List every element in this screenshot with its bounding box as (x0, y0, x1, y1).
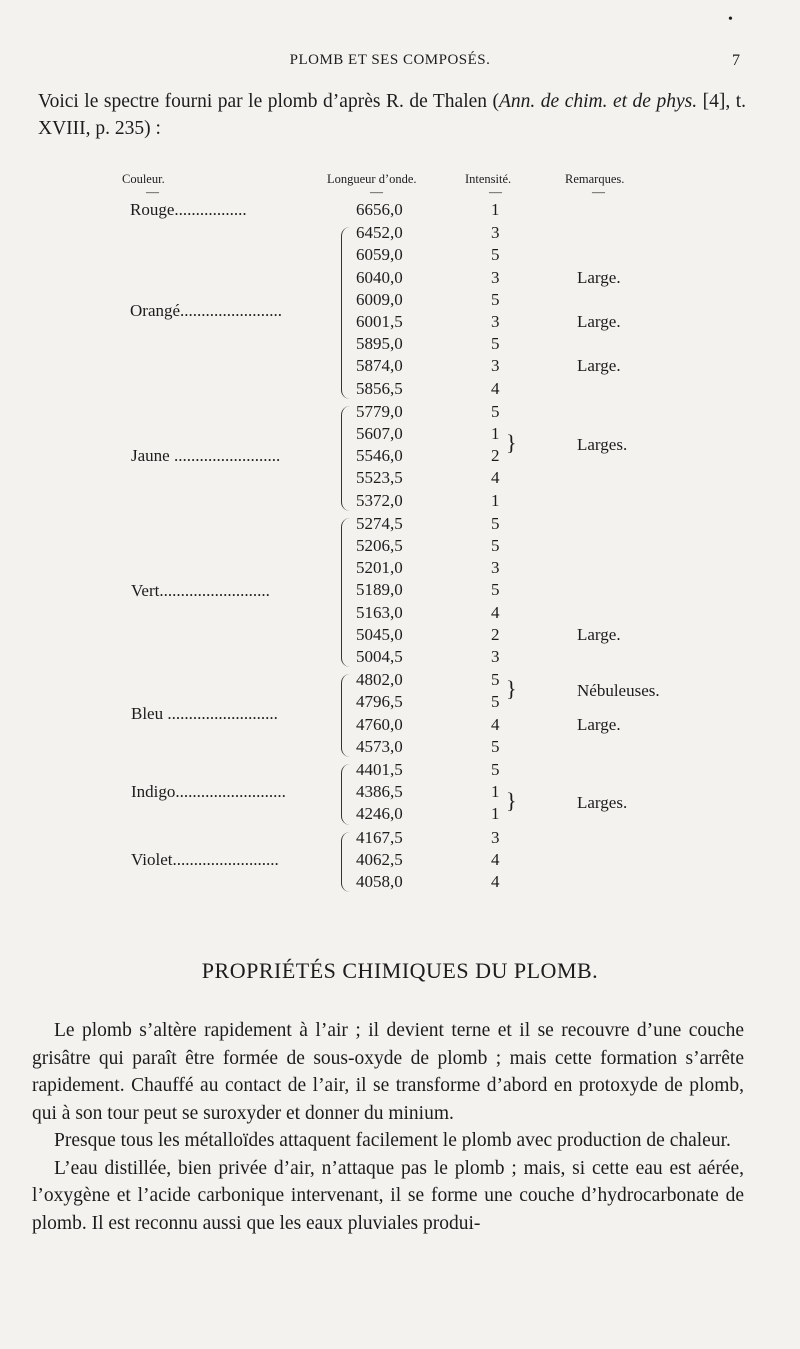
color-label: Indigo.......................... (131, 782, 286, 802)
page-header (40, 52, 740, 76)
intensity: 4 (491, 872, 500, 891)
wavelength: 5201,0 (356, 558, 403, 578)
intro-text-start: Voici le spectre fourni par le plomb d’après R. de Thalen ( (38, 91, 500, 112)
wavelength: 4167,5 (356, 827, 403, 847)
wavelength: 4246,0 (356, 804, 403, 824)
intro-paragraph (38, 88, 746, 142)
wavelength: 5045,0 (356, 624, 403, 644)
running-title: PLOMB ET SES COMPOSÉS. (289, 52, 491, 68)
brace (341, 227, 350, 399)
dash: — (146, 184, 159, 199)
wavelength: 6656,0 (356, 200, 403, 219)
section-title: PROPRIÉTÉS CHIMIQUES DU PLOMB. (201, 958, 599, 983)
wavelength: 6040,0 (356, 267, 403, 287)
intensity: 4 (491, 378, 500, 398)
intensity: 1 (491, 424, 500, 443)
intensity: 5 (491, 513, 500, 533)
intensity: 5 (491, 670, 500, 690)
brace (341, 764, 350, 825)
intensity: 4 (491, 468, 500, 488)
brace (341, 518, 350, 667)
intensity: 3 (491, 312, 500, 331)
intensity: 5 (491, 289, 500, 309)
intensity: 3 (491, 223, 500, 243)
wavelength: 5163,0 (356, 602, 403, 622)
wavelength: 4058,0 (356, 872, 403, 891)
intensity: 5 (491, 245, 500, 265)
wavelength: 6009,0 (356, 289, 403, 309)
wavelength: 5607,0 (356, 424, 403, 443)
color-label: Rouge................. (130, 200, 247, 219)
intensity: 2 (491, 446, 500, 466)
intensity: 4 (491, 849, 500, 869)
wavelength: 5779,0 (356, 401, 403, 421)
wavelength: 4760,0 (356, 714, 403, 734)
intensity: 3 (491, 267, 500, 287)
intensity: 1 (491, 490, 500, 510)
wavelength: 4386,5 (356, 782, 403, 802)
intensity: 1 (491, 782, 500, 802)
paragraph: L’eau distillée, bien privée d’air, n’attaque pas le plomb ; mais, si cette eau est aérée, l’oxygène et l’acide carbonique intervenant, il se forme une couche d’hydrocarbonate de plomb. Il est reconnu aussi que les eaux pluviales produi- (32, 1157, 744, 1234)
wavelength: 4796,5 (356, 692, 403, 712)
intensity: 4 (491, 714, 500, 734)
brace: } (506, 676, 517, 702)
intensity: 5 (491, 580, 500, 600)
wavelength: 5856,5 (356, 378, 403, 398)
color-label: Jaune ......................... (131, 446, 281, 466)
body-text (32, 1017, 744, 1237)
wavelength: 5372,0 (356, 490, 403, 510)
intro-text-end: [4], t. XVIII, p. 235) : (38, 91, 746, 139)
intro-citation: Ann. de chim. et de phys. (499, 91, 698, 112)
wavelength: 5895,0 (356, 334, 403, 354)
intensity: 3 (491, 356, 500, 376)
dash: — (489, 184, 502, 199)
intensity: 3 (491, 647, 500, 666)
intensity: 5 (491, 401, 500, 421)
color-label: Violet......................... (131, 849, 279, 869)
wavelength: 5189,0 (356, 580, 403, 600)
intensity: 5 (491, 536, 500, 555)
brace (341, 406, 350, 511)
dash: — (370, 184, 383, 199)
wavelength: 5874,0 (356, 356, 403, 376)
color-label: Orangé........................ (130, 301, 283, 320)
wavelength: 6452,0 (356, 223, 403, 243)
header-intensite: Intensité. (465, 172, 512, 186)
header-longueur: Longueur d’onde. (327, 172, 417, 186)
remark: Large. (577, 267, 621, 287)
brace: } (506, 430, 517, 456)
wavelength: 4573,0 (356, 736, 403, 756)
wavelength: 4062,5 (356, 849, 403, 869)
wavelength: 5206,5 (356, 536, 403, 555)
header-remarques: Remarques. (565, 172, 625, 186)
intensity: 1 (491, 200, 500, 219)
intensity: 3 (491, 827, 500, 847)
intensity: 5 (491, 760, 500, 779)
dash: — (592, 184, 605, 199)
intensity: 3 (491, 558, 500, 578)
remark: Large. (577, 714, 621, 734)
paragraph: Le plomb s’altère rapidement à l’air ; il devient terne et il se recouvre d’une couche grisâtre qui paraît être formée de sous-oxyde de plomb ; mais cette formation s’arrête rapidement. Chauffé au contact de l’air, il se transforme d’abord en protoxyde de plomb, qui à son tour peut se suroxyder et donner du minium. (32, 1020, 744, 1124)
wavelength: 5546,0 (356, 446, 403, 466)
paragraph: Presque tous les métalloïdes attaquent facilement le plomb avec production de chaleur. (54, 1130, 731, 1151)
intensity: 4 (491, 602, 500, 622)
wavelength: 5523,5 (356, 468, 403, 488)
shared-remark: Nébuleuses. (577, 681, 660, 701)
intensity: 2 (491, 624, 500, 644)
intensity: 5 (491, 334, 500, 354)
shared-remark: Larges. (577, 435, 628, 455)
dot-mark: • (728, 12, 733, 27)
intensity: 5 (491, 692, 500, 712)
brace (341, 674, 350, 757)
color-label: Vert.......................... (131, 580, 270, 600)
brace: } (506, 788, 517, 814)
intensity: 5 (491, 736, 500, 756)
wavelength: 5274,5 (356, 513, 403, 533)
intensity: 1 (491, 804, 500, 824)
wavelength: 4802,0 (356, 670, 403, 690)
wavelength: 6059,0 (356, 245, 403, 265)
brace (341, 832, 350, 893)
remark: Large. (577, 624, 621, 644)
remark: Large. (577, 356, 621, 376)
color-label: Bleu .......................... (131, 703, 278, 723)
wavelength: 5004,5 (356, 647, 403, 666)
page-number: 7 (732, 52, 740, 69)
shared-remark: Larges. (577, 793, 628, 813)
wavelength: 6001,5 (356, 312, 403, 331)
remark: Large. (577, 312, 621, 331)
header-couleur: Couleur. (122, 172, 165, 186)
wavelength: 4401,5 (356, 760, 403, 779)
